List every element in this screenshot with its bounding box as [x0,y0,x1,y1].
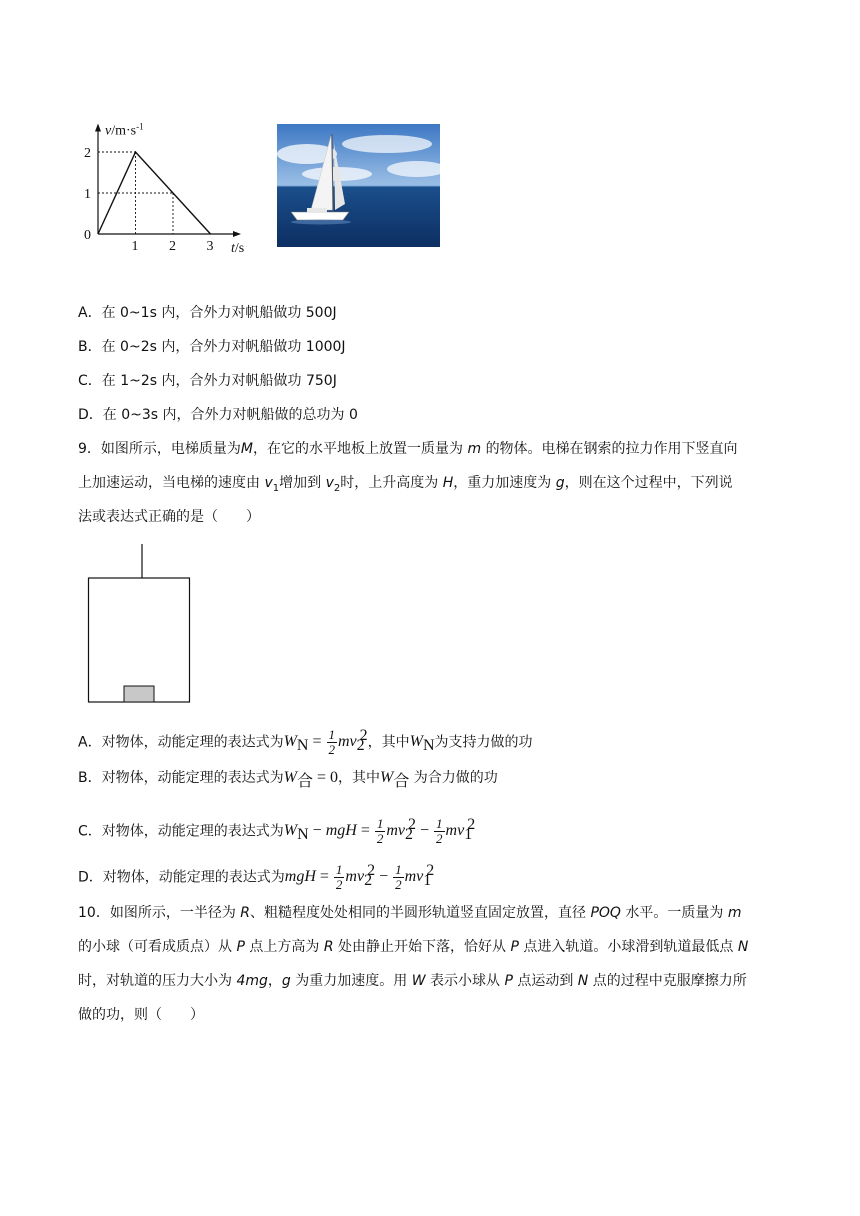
subscript: 2 [333,482,341,494]
option-text: 对物体，动能定理的表达式为 [101,734,284,751]
option-d-q9 [78,857,434,896]
formula-d: mgH = $\frac{1}{2}$ $mv_2^2$ − $\frac{1}{2}$ $mv_1^2$ [284,862,435,893]
option-label: A． [78,305,102,321]
subscript: 1 [272,482,280,494]
text: 时，对轨道的压力大小为 [78,973,232,989]
text: 为支持力做的功 [434,734,533,751]
x-tick-label: 1 [131,239,139,254]
text: 水平。一质量为 [625,905,724,921]
var-M: M [240,441,254,457]
var-N: N [577,973,589,989]
formula-c: $W_N$ − mgH = $\frac{1}{2}$ $mv_2^2$ − $\frac{1}{2}$ $mv_1^2$ [283,816,476,847]
var-m: m [727,905,742,921]
y-tick-label: 2 [84,146,91,161]
q9-line-3 [78,507,260,527]
text: ，则在这个过程中，下列说 [564,475,733,491]
option-label: C． [78,373,102,389]
var-4mg: 4mg [236,973,268,989]
x-axis-arrow [233,231,241,237]
option-text: 对物体，动能定理的表达式为 [102,869,285,886]
option-text: 在 0~2s 内，合外力对帆船做功 1000J [101,339,346,355]
option-b-q8 [78,337,346,357]
option-label: D． [78,869,103,886]
text: 时，上升高度为 [340,475,439,491]
y-tick-label: 1 [84,187,91,202]
text: 点进入轨道。小球滑到轨道最低点 [523,939,734,955]
elevator-cabin [89,578,190,702]
option-label: A． [78,734,102,751]
var-POQ: POQ [590,905,621,921]
option-label: B． [78,339,102,355]
q9-line-2 [78,473,733,499]
option-text: 在 0~3s 内，合外力对帆船做的总功为 0 [102,407,358,423]
velocity-time-chart [78,112,258,254]
text: ，在它的水平地板上放置一质量为 [253,441,464,457]
option-label: C． [78,823,102,840]
text: ，其中 [337,770,380,786]
sailboat-photo [277,124,440,247]
question-number: 9． [78,441,101,457]
text: 为重力加速度。用 [295,973,408,989]
option-text: 对物体，动能定理的表达式为 [101,823,284,840]
var-P: P [504,973,513,989]
text: ，重力加速度为 [453,475,552,491]
option-c-q9 [78,811,475,850]
text: 增加到 [279,475,322,491]
option-label: B． [78,770,102,786]
object-block [124,686,154,702]
q10-line-1 [78,903,742,923]
text: 上加速运动，当电梯的速度由 [78,475,260,491]
x-axis-label: t/s [231,241,245,254]
text: 点上方高为 [249,939,320,955]
text: ，其中 [367,734,410,751]
text: 表示小球从 [429,973,500,989]
x-tick-label: 0 [84,228,91,243]
q10-line-4 [78,1005,204,1025]
option-text: 对物体，动能定理的表达式为 [101,770,284,786]
var-R: R [240,905,251,921]
var-g: g [555,475,565,491]
q10-line-3 [78,971,747,991]
option-text: 在 0~1s 内，合外力对帆船做功 500J [101,305,337,321]
q10-line-2 [78,937,748,957]
option-text: 在 1~2s 内，合外力对帆船做功 750J [101,373,337,389]
formula-b: $W_合 = 0$ [283,769,338,791]
text: 点运动到 [517,973,574,989]
text: 处由静止开始下落，恰好从 [338,939,506,955]
option-c-q8 [78,371,337,391]
option-label: D． [78,407,103,423]
text: 法或表达式正确的是（ ） [78,509,260,525]
text: 做的功，则（ ） [78,1007,204,1023]
var-v1: v [264,475,273,491]
var-v2: v [325,475,334,491]
var-H: H [442,475,454,491]
var-m: m [467,441,482,457]
text: 的小球（可看成质点）从 [78,939,232,955]
text: 、粗糙程度处处相同的半圆形轨道竖直固定放置，直径 [250,905,587,921]
y-axis-label: $v/m\cdot s^{-1}$ [105,121,144,139]
q9-line-1 [78,439,738,459]
w-n-symbol: $W_N$ [409,733,435,755]
text: 如图所示，一半径为 [109,905,236,921]
text: 为合力做的功 [413,770,498,786]
text: 如图所示，电梯质量为 [100,441,241,457]
var-g: g [281,973,291,989]
elevator-diagram [86,544,192,704]
var-N: N [737,939,749,955]
question-number: 10． [78,905,110,921]
text: 的物体。电梯在钢索的拉力作用下竖直向 [485,441,738,457]
x-tick-label: 3 [206,239,214,254]
option-d-q8 [78,405,358,425]
var-W: W [411,973,426,989]
text: ， [267,973,282,989]
text: 点的过程中克服摩擦力所 [592,973,747,989]
var-R: R [323,939,334,955]
option-b-q9 [78,768,498,792]
option-a-q8 [78,303,337,323]
x-tick-label: 2 [169,239,176,254]
option-a-q9 [78,722,533,761]
formula-a: $W_N$ = $\frac{1}{2}$ $mv_2^2$ [283,727,368,758]
w-he-symbol: $W_合$ [379,769,410,791]
var-P: P [236,939,245,955]
y-axis-arrow [95,124,101,132]
var-P: P [510,939,519,955]
